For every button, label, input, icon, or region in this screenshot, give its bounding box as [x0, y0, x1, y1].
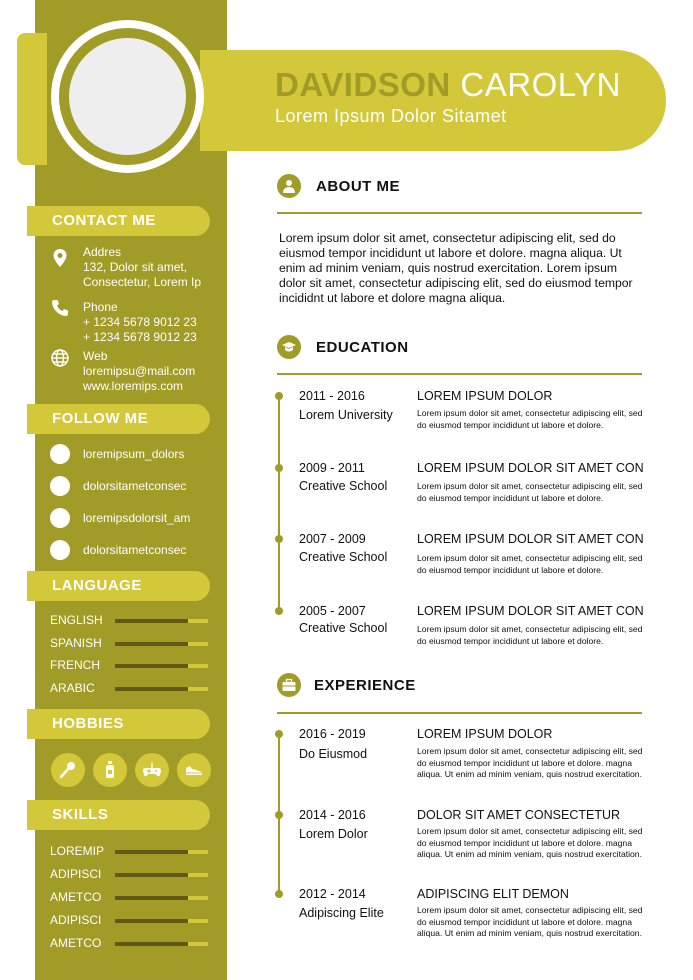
language-heading: LANGUAGE: [27, 571, 210, 601]
address-block: [83, 245, 201, 290]
edu-institution: Lorem University: [299, 408, 393, 422]
skill-level-bar: [115, 850, 208, 854]
experience-title: EXPERIENCE: [314, 677, 416, 694]
timeline-dot: [275, 464, 283, 472]
exp-title: ADIPISCING ELIT DEMON: [417, 887, 569, 901]
timeline-dot: [275, 730, 283, 738]
edu-title: LOREM IPSUM DOLOR: [417, 389, 553, 403]
edu-title: LOREM IPSUM DOLOR SIT AMET CON: [417, 461, 644, 475]
phone-number: + 1234 5678 9012 23: [83, 315, 197, 329]
timeline-dot: [275, 392, 283, 400]
location-pin-icon: [50, 248, 70, 268]
graduation-cap-icon: [277, 335, 301, 359]
language-level-bar: [115, 642, 208, 646]
follow-heading: FOLLOW ME: [27, 404, 210, 434]
skill-label: AMETCO: [50, 936, 102, 950]
skill-label: LOREMIP: [50, 844, 105, 858]
profile-photo-placeholder: [69, 38, 186, 155]
language-level-bar: [115, 619, 208, 623]
social-handle[interactable]: loremipsum_dolors: [83, 447, 185, 461]
social-icon: [50, 508, 70, 528]
address-line: 132, Dolor sit amet,: [83, 260, 188, 274]
edu-years: 2007 - 2009: [299, 532, 366, 546]
exp-company: Adipiscing Elite: [299, 906, 384, 920]
skill-label: ADIPISCI: [50, 913, 102, 927]
phone-block: [83, 300, 197, 345]
exp-company: Lorem Dolor: [299, 827, 368, 841]
skill-level-bar: [115, 896, 208, 900]
skill-level-bar: [115, 942, 208, 946]
about-title: ABOUT ME: [316, 178, 400, 195]
timeline-dot: [275, 890, 283, 898]
social-icon: [50, 540, 70, 560]
social-icon: [50, 476, 70, 496]
skills-heading: SKILLS: [27, 800, 210, 830]
edu-institution: Creative School: [299, 479, 388, 493]
language-level-bar: [115, 687, 208, 691]
exp-company: Do Eiusmod: [299, 747, 368, 761]
social-icon: [50, 444, 70, 464]
address-line: Consectetur, Lorem Ip: [83, 275, 202, 289]
exp-description: Lorem ipsum dolor sit amet, consectetur adipiscing elit, sed do eiusmod tempor incididunt ut labore et dolore. magna aliqua. Ut enim ad minim veniam, quis nostrud exercitation.: [417, 826, 643, 860]
edu-years: 2011 - 2016: [299, 389, 365, 403]
person-icon: [277, 174, 301, 198]
exp-title: LOREM IPSUM DOLOR: [417, 727, 553, 741]
gamepad-icon: [135, 753, 169, 787]
exp-years: 2014 - 2016: [299, 808, 366, 822]
edu-description: Lorem ipsum dolor sit amet, consectetur adipiscing elit, sed do eiusmod tempor incididunt ut labore et dolore.: [417, 408, 643, 430]
phone-icon: [50, 298, 70, 318]
microphone-icon: [51, 753, 85, 787]
exp-years: 2012 - 2014: [299, 887, 366, 901]
skill-level-bar: [115, 873, 208, 877]
edu-title: LOREM IPSUM DOLOR SIT AMET CON: [417, 604, 644, 618]
skill-level-bar: [115, 919, 208, 923]
language-label: ARABIC: [50, 681, 95, 695]
exp-title: DOLOR SIT AMET CONSECTETUR: [417, 808, 621, 822]
edu-description: Lorem ipsum dolor sit amet, consectetur adipiscing elit, sed do eiusmod tempor incididunt ut labore et dolore.: [417, 553, 643, 575]
edu-years: 2005 - 2007: [299, 604, 366, 618]
social-handle[interactable]: loremipsdolorsit_am: [83, 511, 191, 525]
timeline-dot: [275, 535, 283, 543]
phone-label: Phone: [83, 300, 118, 314]
section-divider: [277, 212, 642, 214]
exp-description: Lorem ipsum dolor sit amet, consectetur adipiscing elit, sed do eiusmod tempor incididunt ut labore et dolore. magna aliqua. Ut enim ad minim veniam, quis nostrud exercitation.: [417, 746, 643, 780]
language-label: FRENCH: [50, 658, 100, 672]
tagline: Lorem Ipsum Dolor Sitamet: [275, 106, 507, 126]
hobbies-heading: HOBBIES: [27, 709, 210, 739]
edu-years: 2009 - 2011: [299, 461, 365, 475]
address-label: Addres: [83, 245, 122, 259]
edu-institution: Creative School: [299, 621, 388, 635]
bottle-icon: [93, 753, 127, 787]
timeline-dot: [275, 607, 283, 615]
edu-institution: Creative School: [299, 550, 388, 564]
timeline-dot: [275, 811, 283, 819]
candidate-name: [275, 66, 621, 104]
edu-title: LOREM IPSUM DOLOR SIT AMET CON: [417, 532, 644, 546]
exp-description: Lorem ipsum dolor sit amet, consectetur adipiscing elit, sed do eiusmod tempor incididunt ut labore et dolore. magna aliqua. Ut enim ad minim veniam, quis nostrud exercitation.: [417, 905, 643, 939]
edu-description: Lorem ipsum dolor sit amet, consectetur adipiscing elit, sed do eiusmod tempor incididunt ut labore et dolore.: [417, 481, 643, 503]
exp-years: 2016 - 2019: [299, 727, 366, 741]
social-handle[interactable]: dolorsitametconsec: [83, 479, 187, 493]
skill-label: ADIPISCI: [50, 867, 102, 881]
sneaker-icon: [177, 753, 211, 787]
section-divider: [277, 373, 642, 375]
phone-number: + 1234 5678 9012 23: [83, 330, 197, 344]
website-link[interactable]: www.loremips.com: [83, 379, 184, 393]
header-tab: [17, 33, 47, 165]
education-title: EDUCATION: [316, 339, 409, 356]
social-handle[interactable]: dolorsitametconsec: [83, 543, 187, 557]
email-link[interactable]: loremipsu@mail.com: [83, 364, 196, 378]
edu-description: Lorem ipsum dolor sit amet, consectetur adipiscing elit, sed do eiusmod tempor incididunt ut labore et dolore.: [417, 624, 643, 646]
web-label: Web: [83, 349, 108, 363]
skill-label: AMETCO: [50, 890, 102, 904]
first-name: DAVIDSON: [275, 66, 451, 103]
contact-heading: CONTACT ME: [27, 206, 210, 236]
language-label: SPANISH: [50, 636, 102, 650]
about-text: Lorem ipsum dolor sit amet, consectetur adipiscing elit, sed do eiusmod tempor incididunt ut labore et dolore. magna aliqua. Ut enim ad minim veniam, quis nostrud exercitation. Lorem ipsum dolor sit amet, consectetur adipiscing elit, sed do eiusmod tempor incididnt ut labore et dolore magna aliqua.: [279, 231, 633, 305]
web-block: [83, 349, 195, 394]
language-level-bar: [115, 664, 208, 668]
language-label: ENGLISH: [50, 613, 103, 627]
section-divider: [277, 712, 642, 714]
globe-icon: [50, 348, 70, 368]
last-name: CAROLYN: [460, 66, 622, 103]
education-timeline: [278, 394, 280, 613]
briefcase-icon: [277, 673, 301, 697]
